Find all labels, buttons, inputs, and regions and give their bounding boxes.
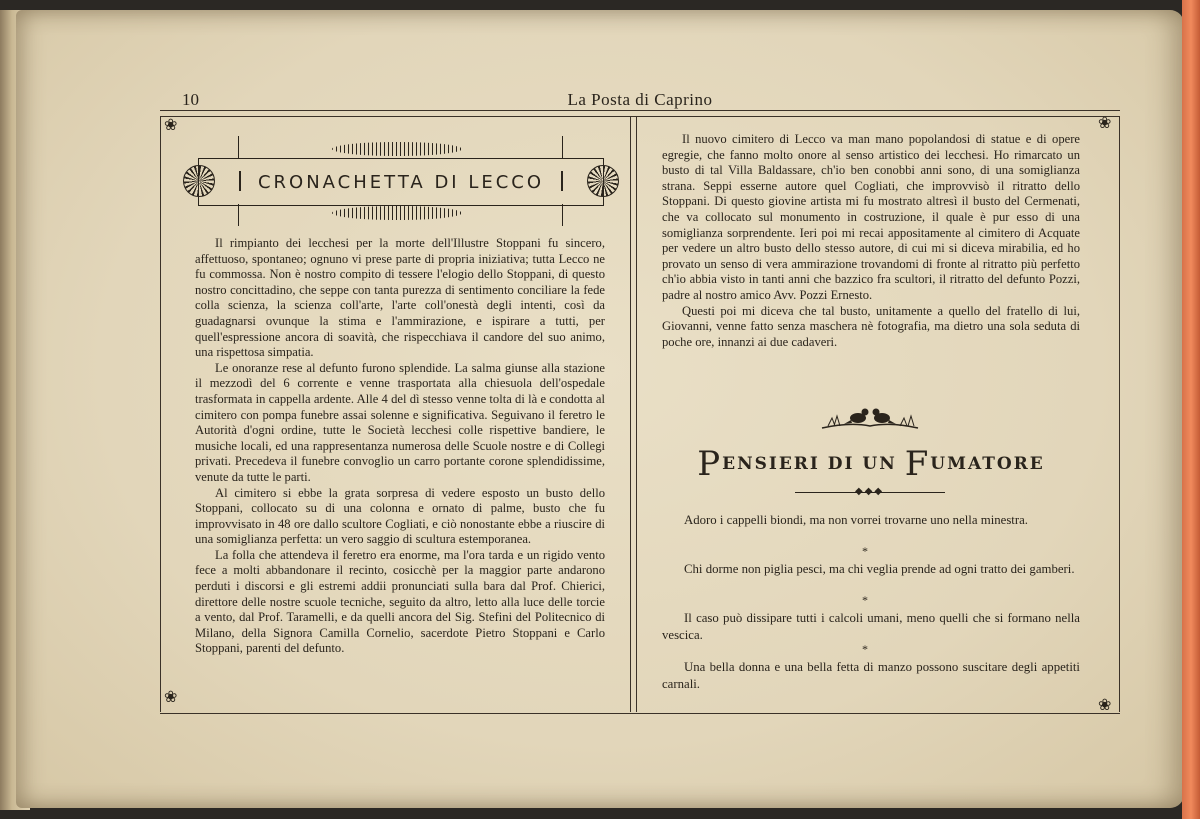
title-ornament-bottom (332, 206, 462, 220)
page-header (160, 90, 1120, 111)
section-title-part: ENSIERI DI UN (722, 454, 905, 474)
column-rule-2 (636, 116, 637, 712)
corner-ornament-icon: ❀ (164, 117, 178, 134)
aphorism: Il caso può dissipare tutti i calcoli umani, meno quelli che si formano nella vescica. (662, 611, 1080, 642)
frame-right-rule (1119, 116, 1120, 712)
article-paragraph: La folla che attendeva il feretro era enorme, ma l'ora tarda e un rigido vento fece a molti abbandonare il recinto, cosicchè per la maggior parte andarono perduti i discorsi e gli estremi addii pronunciati sulla bara dal Prof. Chierici, direttore delle nostre scuole tecniche, seguito da altro, letto alla luce delle torcie a vento, dal Prof. Taramelli, e da quelli ancora del Sig. Stefini del Politecnico di Milano, della Signora Camilla Cornelio, sacerdote Pietro Stoppani e Carlo Stoppani, parenti del defunto. (195, 547, 605, 656)
frame-left-rule (160, 116, 161, 712)
corner-ornament-icon: ❀ (1098, 697, 1112, 714)
title-stem (238, 204, 239, 226)
title-stem (562, 204, 563, 226)
aphorism: Una bella donna e una bella fetta di manzo possono suscitare degli appetiti carnali. (662, 660, 1080, 691)
page-number: 10 (182, 90, 199, 109)
article-title: CRONACHETTA DI LECCO (257, 171, 545, 193)
corner-ornament-icon: ❀ (164, 689, 178, 706)
title-bar (239, 171, 241, 191)
article-paragraph: Il nuovo cimitero di Lecco va man mano popolandosi di statue e di opere egregie, che fanno molto onore al senso artistico dei lecchesi. Ho rimarcato un busto di tal Villa Baldassare, ch'io ben conobbi anni sono, di una somiglianza strana. Seppi esserne autore quel Cogliati, che improvvisò il ritratto dello Stoppani. Di questo giovine artista mi fu mostrato altresì il busto del Cermenati, che va collocato sul monumento in costruzione, il quale è pur esso di una somiglianza sorprendente. Ieri poi mi recai appositamente al cimitero di Acquate per vedere un altro busto dello stesso autore, di cui mi si diceva mirabilia, ed ho provato un senso di vera ammirazione trovandomi di fronte al ritratto più perfetto ch'io abbia visto in tanti anni che bazzico fra scultori, il ritratto del defunto Pozzi, padre al nostro amico Avv. Pozzi Ernesto. (662, 132, 1080, 302)
article-paragraph: Il rimpianto dei lecchesi per la morte dell'Illustre Stoppani fu sincero, affettuoso, spontaneo; ognuno vi prese parte di propria iniziativa; tutta Lecco ne fu commossa. Non è nostro compito di tessere l'elogio dello Stoppani, di questo nostro concittadino, che seppe con tanta purezza di sentimento conciliare la fede colla scienza, la scienza coll'arte, l'arte coll'onestà degli intenti, così da guadagnarsi ovunque la stima e l'ammirazione, e ispirare a tutti, per quell'espressione ancora di soavità, che rispecchiava il candore del suo animo, una rispettosa simpatia. (195, 236, 605, 360)
book-cover-edge (1182, 0, 1200, 819)
rosette-icon (183, 165, 215, 197)
star-separator-icon: * (862, 593, 868, 607)
section-title-initial: P (697, 444, 723, 484)
rosette-icon (587, 165, 619, 197)
star-separator-icon: * (862, 544, 868, 558)
corner-ornament-icon: ❀ (1098, 115, 1112, 132)
section-title-part: UMATORE (930, 454, 1045, 474)
running-title: La Posta di Caprino (567, 90, 713, 109)
article-left-column (195, 236, 605, 657)
article-right-column (662, 132, 1080, 350)
star-separator-icon: * (862, 642, 868, 656)
section-title-initial: F (904, 444, 931, 484)
article-paragraph: Questi poi mi diceva che tal busto, unitamente a quello del fratello di lui, Giovanni, venne fatto senza maschera nè fotografia, ma dietro una sola seduta di poche ore, innanzi ai due cadaveri. (662, 303, 1080, 349)
title-ornament-top (332, 142, 462, 156)
section-title (662, 444, 1080, 484)
aphorism: Chi dorme non piglia pesci, ma chi veglia prende ad ogni tratto dei gamberi. (684, 562, 1075, 576)
article-paragraph: Le onoranze rese al defunto furono splendide. La salma giunse alla stazione il mezzodì del 6 corrente e venne trasportata alla chiesuola dell'ospedale trasformata in cappella ardente. Alle 4 del dì stesso venne tolta di là e condotta al cimitero con pompa funebre assai solenne e significativa. Seguivano il feretro le Autorità d'ogni ordine, tutte le Società lecchesi colle rispettive bandiere, le musiche locali, ed una rappresentanza numerosa delle Scuole nostre e di Collegi privati. Precedeva il funebre convoglio un carro portante corone splendidissime, venute da tutte le parti. (195, 360, 605, 484)
article-title-box (198, 158, 604, 206)
title-stem (562, 136, 563, 158)
column-rule-1 (630, 116, 631, 712)
birds-ornament-icon (820, 398, 920, 432)
title-stem (238, 136, 239, 158)
article-paragraph: Al cimitero si ebbe la grata sorpresa di vedere esposto un busto dello Stoppani, collocato su di una colonna e ornato di palme, busto che fu improvvisato in 48 ore dallo scultore Cogliati, e ciò nonostante ebbe a riuscire di una somiglianza perfetta: un vero saggio di scultura estemporanea. (195, 485, 605, 547)
divider-ornament-icon: ◆◆◆ (855, 486, 885, 497)
aphorism: Adoro i cappelli biondi, ma non vorrei trovarne uno nella minestra. (684, 513, 1028, 527)
title-bar (561, 171, 563, 191)
